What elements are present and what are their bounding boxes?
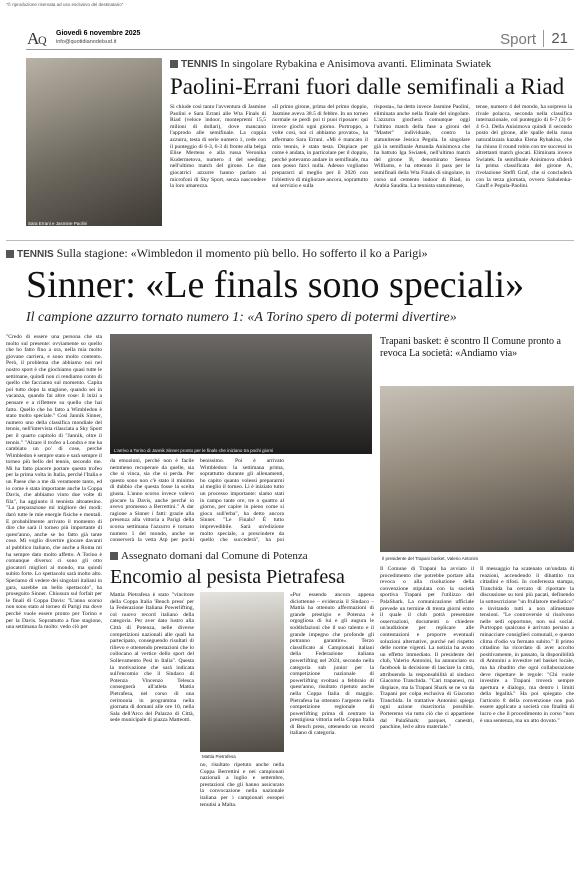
section-marker-icon [6,250,14,258]
kicker-text: Assegnato domani dal Comune di Potenza [121,550,308,562]
section-label: Sport [500,31,536,48]
article-kicker [110,550,376,562]
photo-antonini [380,386,574,552]
article-column: «Il primo girone, prima del primo doppio, Jasmine aveva 38.5 di febbre. In un torneo normale se perdi poi ti puoi riposare: qui invece giochi ogni giorno. Purtroppo, a volte così, noi ci abbiamo provato», ha affermato Sara Errani. «Mi è mancato il mio tennis, è stata testa. Dispiace per come è andata, in particolare per il doppio, perché potevamo andare in semifinale, ma non posso farci nulla. Adesso vogliamo prepararci al meglio per il 2026 con l'obiettivo di migliorare ancora, soprattutto sul servizio e sulla [272,104,368,190]
article-column: "Credo di essere una persona che sta molto sul presente: ovviamente so quello che ho fatto fino a ora, nella mia molto giovane carriera, e sono molto contento. Però, il problema che abbiamo noi nel nostro sport è che giochiamo quasi tutte le settimane, quindi non ci rendiamo conto di quello che facciamo sul momento. Capita poi tutto dopo la stagione, quando sei in vacanza, quando fai altre cose: lì inizi a pensare e a riflettere su quello che hai fatto. Quello che ho fatto a Wimbledon è stato molto speciale." Così Jannik Sinner, numero uno della classifica mondiale del tennis, nell'intervista rilasciata a Sky Sport per il quarto capitolo di "Jannik, oltre il tennis." "Alzare il trofeo a Londra e me ha cambiato un po' di cose, perché Wimbledon è sempre stato e sarà sempre il torneo più bello del tennis, secondo me. Mi ha fatto piacere portare questo trofeo per la prima volta in Italia, perché l'Italia e un Paese che a me dà veramente tanto, ed io come è stata importante anche la Coppa Davis, che abbiamo vinto due volte di fila", ha aggiunto il tennista altoatesino. "La preparazione mi migliore dei modi: darò tutte le mie energie fisiche e mentali. E probabilmente arrivato il momento di dire che sarà il torneo più importante di quest'anno, anche se ho fatto già tante cose. Mi voglio divertire giocare davanti al pubblico italiano, che anche a Roma mi ha sempre dato molto affetto. A Torino è comunque diverso: ci sono gli otto giocatori migliori al mondo, ma quindi subito forte. Lo spettacolo sarà molto alto. Speriamo di vedere dei singolari italiani in gara, sarebbe un bello spettacolo", ha proseguito Sinner. Chiusura sul forfait per le finali di Coppa Davis: "L'anno scorso non sono stato al torneo di Parigi ma dove perché vuole essere pronto per Torino e per la Davis. Soprattutto a fine stagione, una settimana fa molto: vedo ciò per [6,334,102,631]
article-column: Il Comune di Trapani ha avviato il procedimento che potrebbe portare alla revoca o alla risoluzione della convenzione stipulata con la società sportiva Trapani per l'utilizzo del PalaShark. La comunicazione ufficiale prevede un termine di trenta giorni entro il quale il club potrà presentare osservazioni, documenti o chiedere un'audizione per replicare alle contestazioni e proporre eventuali soluzioni alternative, purché nel rispetto delle norme vigenti. La notizia ha avuto un effetto immediato. Il presidente del club, Valerio Antonini, ha annunciato su facebook la decisione di lasciare la città, attribuendo la responsabilità al sindaco Giacomo Tranchida. "Cari trapanesi, mi dispiace, ma la Trapani Shark se ne va da Trapani per colpa esclusiva di Giacomo Tranchida. In trattative Antonini spiega ogni azione risarcitoria possibile. Porteremo via tutto ciò che ci appartiene dal PalaShark: parquet, canestri, panchine, led e altro materiale." [380,566,474,731]
article-subhead: Il campione azzurro tornato numero 1: «A Torino spero di potermi divertire» [26,310,457,325]
article-kicker [170,58,570,70]
section-marker-icon [170,60,178,68]
reproduction-note: "© riproduzione riservata ad uso esclusivo del destinatario" [6,2,124,7]
photo-caption: Mattia Pietrafesa [202,754,236,759]
photo-paolini-errani [26,58,162,226]
header-date: Giovedì 6 novembre 2025 [56,30,141,37]
photo-sinner [110,334,372,454]
photo-caption: Il presidente del Trapani basket, Valerio Antonini [382,556,478,561]
article-column: Si chiude così tanto l'avventura di Jasmine Paolini e Sara Errani alle Wta Finals di Riad (veloce indoor, montepremi 15,5 milioni di dollari), dove mancano l'approdo alle semifinale. La coppia azzurra, testa di serie numero 1, cede con il punteggio di 6-3, 6-3 di fronte alla belga Elise Mertens e alla russa Veronika Kudermetova, numero 4 del seeding; nell'ultimo match del girone. Le due giocatrici azzurre hanno parlato ai microfoni di Sky Sport, senza nascondere la loro amarezza. [170,104,266,190]
basket-headline: Trapani basket: è scontro Il Comune pronto a revoca La società: «Andiamo via» [380,336,561,359]
article-kicker [6,246,572,261]
kicker-text: In singolare Rybakina e Anisimova avanti. Eliminata Swiatek [220,58,492,70]
kicker-text: Sulla stagione: «Wimbledon il momento più bello. Ho sofferto il ko a Parigi» [56,246,428,260]
article-headline: Paolini-Errani fuori dalle semifinali a Riad [170,74,565,99]
divider [6,240,574,241]
article-headline: Sinner: «Le finals sono speciali» [26,264,525,306]
photo-pietrafesa [200,592,284,752]
page-number: 21 [551,30,568,47]
photo-caption: Sara Errani e Jasmine Paolini [28,221,88,226]
section-tag: TENNIS [181,59,218,70]
article-column: Mattia Pietrafesa è stato "vincitore della Coppa Italia 'Bench press' per la Federazione Italiana Powerlifting, col nuovo record italiano della categoria. Per aver dato lustro alla Città di Potenza, nelle diverse competizioni nazionali alle quali ha partecipato, conseguendo risultati di rilievo e ottenendo prestazioni che lo collocano al vertice dello sport del Sollevamento Pesi in Italia". Questa la motivazione che sarà indicata sull'encomio che il Sindaco di Potenza Vincenzo Telesca consegnerà all'atleta Mattia Pietrafesa, nel corso di una cerimonia in programma nella giornata di domani alle ore 10, nella Sala dell'Arco del Palazzo di Città, sede municipale di piazza Matteotti. [110,592,194,724]
article-column: da emozioni, perché non è facile nemmeno recuperare da quelle, sia che si vinca, sia che si perda. Per questo sono non c'è stato il minimo di dubbio che questa fosse la scelta giusta. L'anno scorso invece volevo giocare la Davis, anche perché io avevo promesso a Berrettini." A dar ragione a Sinner i fatti: grazie alla presenza alla vittoria a Parigi della scorsa settimana l'azzurro è tornato numero 1 del mondo, anche se conserverà la vetta Atp per pochi [110,458,194,544]
article-column: «Pur essendo ancora appena diciottenne – evidenzia il Sindaco – Mattia ha ottenuto affermazioni di grande prestigio e Potenza è orgogliosa di lui e gli augura le soddisfazioni che il suo talento e il grande impegno che profonde gli potranno garantire». Terzo classificato ai Campionati italiani della Federazione italiana powerlifting nel 2024, secondo nella categoria sub junior per la competizione nazionale di powerlifting svoltasi a febbraio di quest'anno, risultato ripetuto anche nella Coppa Italia di maggio. Pietrafesa ha ottenuto l'argento nella competizione regionale di powerlifting prima di centrare la prestigiosa vittoria nella Coppa Italia di Bench press, ottenendo un record italiano di categoria. [290,592,374,737]
article-column: risposta», ha detto invece Jasmine Paolini, eliminata anche nella finale del singolare. L'azzurra giocherà comunque oggi l'ultimo match della fase a gironi del "Master" individuale, contro la statunitense Jessica Pegula. In singolare già in semifinale Amanda Anisimova che ha battuto Iga Swiatek, nell'ultimo match del girone B, denominato Serena Williams, e ha ottenuto il pass per le semifinali della Wta Finals di singolare, in corso sul cemento indoor di Riad, in Arabia Saudita. La tennista statunitense, [374,104,470,190]
photo-caption: L'arrivo a Torino di Jannik Sinner pronto per le finals che iniziano tra pochi giorni [114,448,274,453]
article-column: no, risultato ripetuto anche nella Coppa Berrettini e nei campionati nazionali a luglio e settembre, prestazioni che gli hanno assicurato la convocazione nella nazionale italiana per i campionati europei tenutisi a Malta. [200,762,284,808]
header-divider [543,30,544,47]
article-headline: Encomio al pesista Pietrafesa [110,566,345,588]
section-tag: TENNIS [17,249,54,260]
header-url: info@quotidianodelsud.it [56,39,117,45]
article-column: tense, numero 4 del mondo, ha sorpreso la rivale polacca, seconda nella classifica internazionale, col punteggio di 6-7 (3) 6-4 6-3. Della Anisimova quindi il secondo posto del girone, alle spalle della russa naturalizzata kazaka Elena Rybakina, che ha chiuso il round robin con tre successi in altrettanti match giocati. Eliminata invece Swiatek. In semifinale Anisimova sfiderà la prima classificata del girone A, rivelazione Steffi Graf, che si concluderà con la terza giornata, ovvero Sabalenka-Gauff e Pegula-Paolini. [476,104,572,190]
article-column: Il messaggio ha scatenato un'ondata di reazioni, accendendo il dibattito tra cittadini e tifosi. In conferenza stampa, Tranchida ha cercato di riportare la discussione su toni più pacati, definendo la sottoscrizione "un frullatore mediatico" e invitando tutti a non alimentare tensioni. "Le controversie si risolvono nelle sedi opportune, non sui social. Purtroppo qualcuno è arrivato persino a minacciare consiglieri comunali, e questo clima d'odio va fermato subito." Il primo cittadino ha ricordato di aver accolto positivamente, in passato, la disponibilità di Antonini a investire nel basket locale, ma ha ribadito che ogni collaborazione deve rispettare le regole: "Chi vuole investire a Trapani troverà sempre apertura e dialogo, ma dentro i limiti della legalità." Ha poi spiegato che l'articolo 8 della convenzione non può essere applicato a società con finalità di lucro e che il procedimento in corso "non è una sentenza, ma un atto dovuto." [480,566,574,724]
page-header [26,28,574,50]
svg-text:Q: Q [38,33,47,47]
article-column: benissimo. Poi è arrivato Wimbledon: la settimana prima, soprattutto durante gli allenamenti, ho capito quanto volessi prepararmi al meglio il torneo. Lì è iniziato tutto un processo importante: siamo stati in campo tante ore, tre o quattro al giorno, per capire in pieno come si gioca sull'erba", ha detto ancora Sinner. "Le Finals? È tutto imprevedibile. Sarà un'edizione molto speciale, a prescindere da quello che succederà", ha poi [200,458,284,544]
logo-icon [26,28,50,48]
svg-text:A: A [27,29,40,48]
section-marker-icon [110,552,118,560]
